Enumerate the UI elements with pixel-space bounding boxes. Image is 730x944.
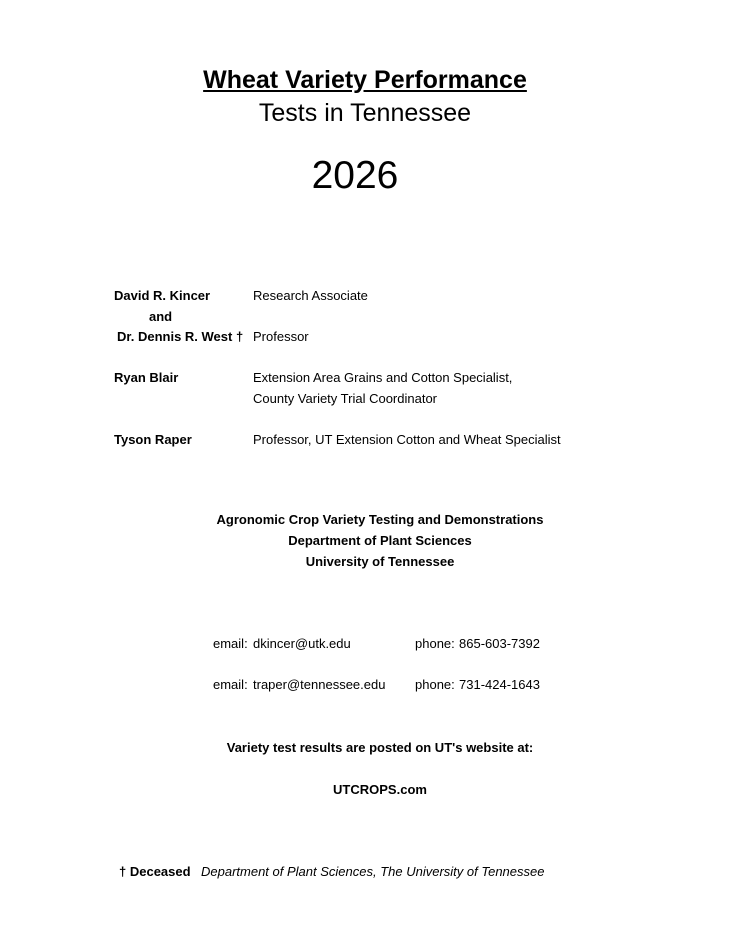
contact-email-label: email: <box>213 677 248 692</box>
website-intro: Variety test results are posted on UT's website at: <box>226 740 534 755</box>
contact-email-label: email: <box>213 636 248 651</box>
author-role-west: Professor <box>253 329 309 344</box>
document-subtitle: Tests in Tennessee <box>258 99 472 127</box>
contact-email-raper[interactable]: traper@tennessee.edu <box>253 677 386 692</box>
org-university: University of Tennessee <box>305 554 455 569</box>
author-role-raper: Professor, UT Extension Cotton and Wheat Specialist <box>253 432 561 447</box>
author-name-raper: Tyson Raper <box>114 432 192 447</box>
contact-phone-label: phone: <box>415 636 455 651</box>
website-link[interactable]: UTCROPS.com <box>333 782 427 797</box>
contact-phone-kincer: 865-603-7392 <box>459 636 540 651</box>
author-conjunction: and <box>149 309 173 324</box>
contact-phone-raper: 731-424-1643 <box>459 677 540 692</box>
author-name-blair: Ryan Blair <box>114 370 179 385</box>
org-department: Department of Plant Sciences <box>288 533 472 548</box>
document-year: 2026 <box>311 154 399 197</box>
org-program: Agronomic Crop Variety Testing and Demonstrations <box>216 512 544 527</box>
author-name-west: Dr. Dennis R. West † <box>117 329 244 344</box>
contact-email-kincer[interactable]: dkincer@utk.edu <box>253 636 351 651</box>
author-role-kincer: Research Associate <box>253 288 368 303</box>
author-role-blair-line1: Extension Area Grains and Cotton Specialist, <box>253 370 513 385</box>
author-name-kincer: David R. Kincer <box>114 288 211 303</box>
document-title: Wheat Variety Performance <box>203 66 527 94</box>
footer-affiliation: Department of Plant Sciences, The University of Tennessee <box>201 864 545 879</box>
footer-deceased-note: † Deceased <box>119 864 191 879</box>
author-role-blair-line2: County Variety Trial Coordinator <box>253 391 438 406</box>
contact-phone-label: phone: <box>415 677 455 692</box>
